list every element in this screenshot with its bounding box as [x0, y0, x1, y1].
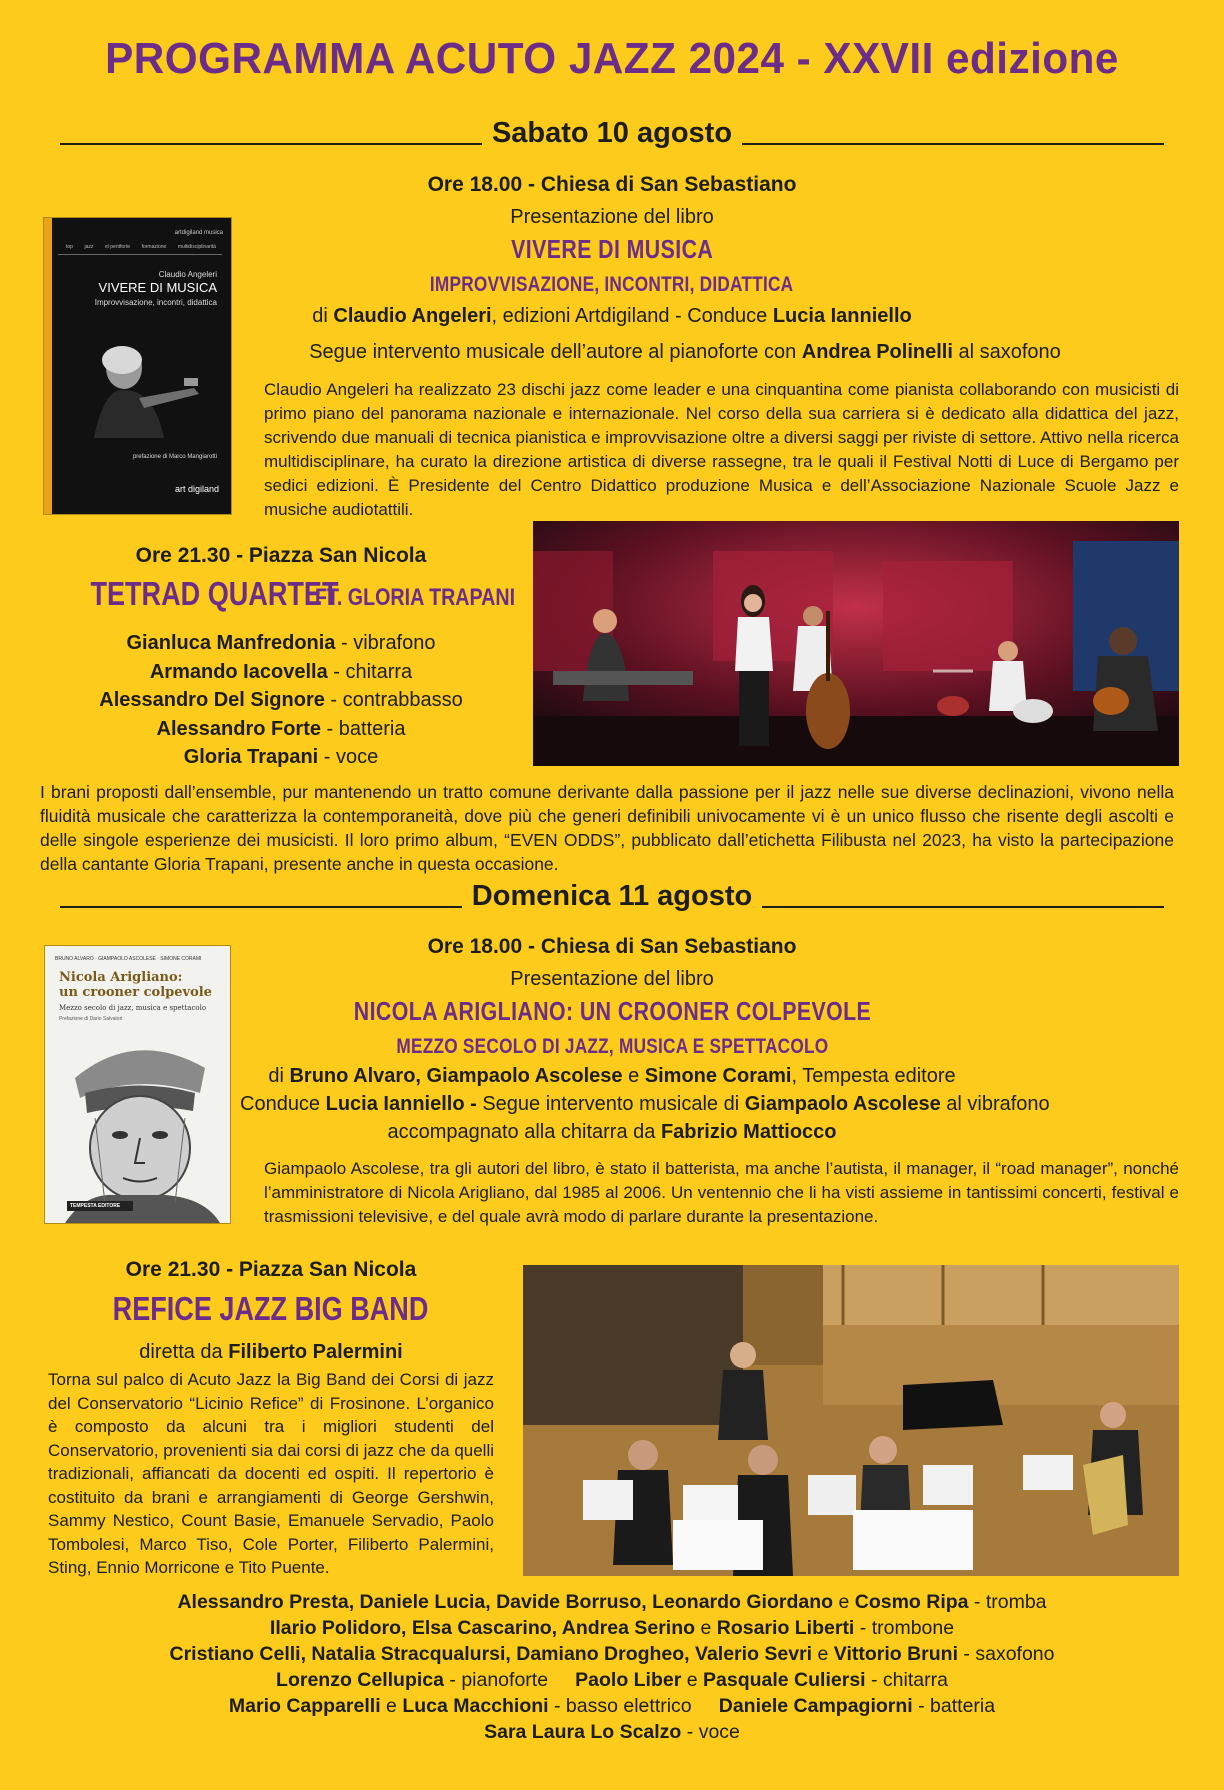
musician-item: Armando Iacovella - chitarra	[149, 660, 413, 683]
band-member-line	[0, 1693, 1224, 1719]
member-names: Lorenzo Cellupica	[276, 1669, 444, 1691]
band-member-line	[0, 1641, 1224, 1667]
cover-preface: prefazione di Marco Mangiarotti	[132, 454, 217, 460]
member-names: Pasquale Culiersi	[703, 1669, 866, 1691]
cover-authors: BRUNO ALVARO · GIAMPAOLO ASCOLESE · SIMONE CORAMI	[55, 956, 202, 962]
refice-big-band-photo	[523, 1265, 1179, 1576]
band-name: REFICE JAZZ BIG BAND	[113, 1290, 429, 1327]
member-names: Paolo Liber	[575, 1669, 682, 1691]
member-role: - trombone	[854, 1617, 955, 1639]
tetrad-quartet-photo	[533, 521, 1179, 766]
cover-series: artdigiland musica	[174, 230, 223, 236]
book-cover-nicola-arigliano	[45, 946, 230, 1223]
member-role: - batteria	[912, 1695, 996, 1717]
member-names: Mario Capparelli	[228, 1695, 381, 1717]
member-names: Cristiano Celli, Natalia Stracqualursi, Damiano Drogheo, Valerio Sevri	[169, 1643, 813, 1665]
day-divider-saturday	[60, 113, 1164, 153]
book-credits: di Bruno Alvaro, Giampaolo Ascolese e Simone Corami, Tempesta editore Conduce Lucia Ianniello - Segue intervento musicale di Giampaolo Ascolese al vibrafono accompagnato alla chitarra da Fabrizio Mattiocco	[240, 1065, 1050, 1143]
event-time-place: Ore 21.30 - Piazza San Nicola	[135, 544, 427, 567]
pianist-photo	[44, 328, 231, 438]
cover-preface: Prefazione di Dario Salvatori	[59, 1016, 123, 1022]
band-member-list	[0, 1589, 1224, 1745]
member-role: e	[833, 1591, 855, 1613]
divider-line	[742, 121, 1164, 145]
member-names: Sara Laura Lo Scalzo	[484, 1721, 682, 1743]
divider-line	[762, 884, 1164, 908]
member-names: Cosmo Ripa	[854, 1591, 969, 1613]
page-title: PROGRAMMA ACUTO JAZZ 2024 - XXVII edizione	[105, 34, 1119, 83]
band-featuring: FT. GLORIA TRAPANI	[314, 584, 516, 611]
member-role: - basso elettrico	[548, 1695, 719, 1717]
day-label: Domenica 11 agosto	[471, 879, 753, 912]
member-role: - pianoforte	[443, 1669, 576, 1691]
member-names: Daniele Campagiorni	[718, 1695, 913, 1717]
member-names: Alessandro Presta, Daniele Lucia, Davide Borruso, Leonardo Giordano	[177, 1591, 834, 1613]
book-follow-up: Segue intervento musicale dell’autore al pianoforte con Andrea Polinelli al saxofono	[309, 341, 1061, 363]
musician-list	[36, 629, 526, 772]
member-names: Ilario Polidoro, Elsa Cascarino, Andrea Serino	[269, 1617, 696, 1639]
cover-author: Claudio Angeleri	[158, 270, 217, 279]
event-time-place: Ore 18.00 - Chiesa di San Sebastiano	[427, 173, 797, 196]
musician-item: Alessandro Del Signore - contrabbasso	[99, 689, 463, 711]
member-names: Luca Macchioni	[402, 1695, 549, 1717]
musician-item: Alessandro Forte - batteria	[156, 717, 406, 740]
event-intro: Presentazione del libro	[510, 206, 714, 228]
event-block-refice: Ore 21.30 - Piazza San Nicola REFICE JAZZ BIG BAND diretta da Filiberto Palermini	[36, 1253, 506, 1366]
day-label: Sabato 10 agosto	[491, 116, 733, 149]
member-role: - tromba	[968, 1591, 1047, 1613]
book-title: VIVERE DI MUSICA	[510, 234, 714, 264]
member-names: Vittorio Bruni	[833, 1643, 959, 1665]
event-block-book-1	[260, 168, 964, 301]
host-name: Lucia Ianniello	[772, 305, 912, 327]
cover-subtitle: Improvvisazione, incontri, didattica	[94, 298, 217, 307]
guest-name: Andrea Polinelli	[801, 341, 953, 363]
event-time-place: Ore 18.00 - Chiesa di San Sebastiano	[427, 935, 797, 958]
event-intro: Presentazione del libro	[510, 968, 714, 990]
member-role: - voce	[681, 1721, 740, 1743]
divider-line	[60, 121, 482, 145]
musician-item: Gloria Trapani - voce	[183, 746, 379, 768]
member-role: e	[695, 1617, 717, 1639]
member-role: e	[812, 1643, 834, 1665]
member-names: Rosario Liberti	[716, 1617, 855, 1639]
band-member-line	[0, 1719, 1224, 1745]
book-credits: di Claudio Angeleri, edizioni Artdigiland - Conduce Lucia Ianniello	[312, 305, 912, 327]
band-name: TETRAD QUARTET	[90, 575, 339, 612]
band-member-line	[0, 1589, 1224, 1615]
book-description: Claudio Angeleri ha realizzato 23 dischi jazz come leader e una cinquantina come pianista collaborando con musicisti di primo piano del panorama nazionale e internazionale. Nel corso della sua carriera si è dedicato alla didattica del jazz, scrivendo due manuali di tecnica pianistica e improvvisazione oltre a diversi saggi per riviste di settore. Attivo nella ricerca multidisciplinare, ha curato la direzione artistica di diverse rassegne, tra le quali il Festival Notti di Luce di Bergamo per sedici edizioni. È Presidente del Centro Didattico produzione Musica e dell’Associazione Nazionale Scuole Jazz e musiche audiotattili.	[264, 380, 1179, 519]
band-member-line	[0, 1615, 1224, 1641]
cover-publisher: TEMPESTA EDITORE	[67, 1201, 133, 1211]
author-name: Claudio Angeleri	[333, 305, 492, 327]
member-role: e	[380, 1695, 403, 1717]
cover-logo: art digiland	[174, 484, 219, 494]
tetrad-description: I brani proposti dall’ensemble, pur mantenendo un tratto comune derivante dalla passione per il jazz nelle sue diverse declinazioni, vivono nella fluidità musicale che caratterizza la contemporaneità, dove più che generi definibili univocamente vi è un unico flusso che risente degli ascolti e delle singole esperienze dei musicisti. Il loro primo album, “EVEN ODDS”, pubblicato dall’etichetta Filibusta nel 2023, ha visto la partecipazione della cantante Gloria Trapani, presente anche in questa occasione.	[40, 782, 1174, 874]
event-block-tetrad	[36, 540, 526, 772]
book-description: Giampaolo Ascolese, tra gli autori del libro, è stato il batterista, ma anche l’autista, il manager, il “road manager”, nonché l’amministratore di Nicola Arigliano, dal 1985 al 2006. Un ventennio che li ha visti assieme in tantissimi concerti, festival e trasmissioni televisive, e del quale avrà modo di parlare durante la presentazione.	[264, 1159, 1179, 1226]
cover-subtitle: Mezzo secolo di jazz, musica e spettacolo	[59, 1004, 207, 1012]
divider-line	[60, 884, 462, 908]
member-role: - chitarra	[865, 1669, 948, 1691]
member-role: e	[681, 1669, 704, 1691]
refice-description: Torna sul palco di Acuto Jazz la Big Band dei Corsi di jazz del Conservatorio “Licinio Refice” di Frosinone. L’organico è composto da alcuni tra i migliori studenti del Conservatorio, provenienti sia dai corsi di jazz che da quelli tradizionali, affiancati da docenti ed ospiti. Il repertorio è costituito da brani e arrangiamenti di George Gershwin, Sammy Nestico, Count Basie, Emanuele Servadio, Paolo Tombolesi, Marco Tiso, Cole Porter, Filiberto Palermini, Sting, Ennio Morricone e Tito Puente.	[48, 1370, 495, 1577]
book-cover-vivere-di-musica	[44, 218, 231, 514]
cover-title: Nicola Arigliano: un crooner colpevole	[59, 970, 212, 1000]
arigliano-portrait	[45, 1023, 230, 1223]
cover-menu: top jazz el pentforte formazione multidisciplinarità	[66, 244, 216, 250]
band-member-line	[0, 1667, 1224, 1693]
member-role: - saxofono	[958, 1643, 1055, 1665]
day-divider-sunday	[60, 876, 1164, 916]
event-time-place: Ore 21.30 - Piazza San Nicola	[125, 1258, 417, 1281]
book-title: NICOLA ARIGLIANO: UN CROONER COLPEVOLE	[353, 996, 871, 1026]
event-block-book-2	[240, 930, 984, 1063]
cover-title: VIVERE DI MUSICA	[98, 280, 217, 295]
director-name: Filiberto Palermini	[228, 1341, 403, 1363]
book-subtitle: MEZZO SECOLO DI JAZZ, MUSICA E SPETTACOLO	[396, 1035, 828, 1058]
book-subtitle: IMPROVVISAZIONE, INCONTRI, DIDATTICA	[430, 273, 794, 296]
musician-item: Gianluca Manfredonia - vibrafono	[126, 632, 436, 654]
